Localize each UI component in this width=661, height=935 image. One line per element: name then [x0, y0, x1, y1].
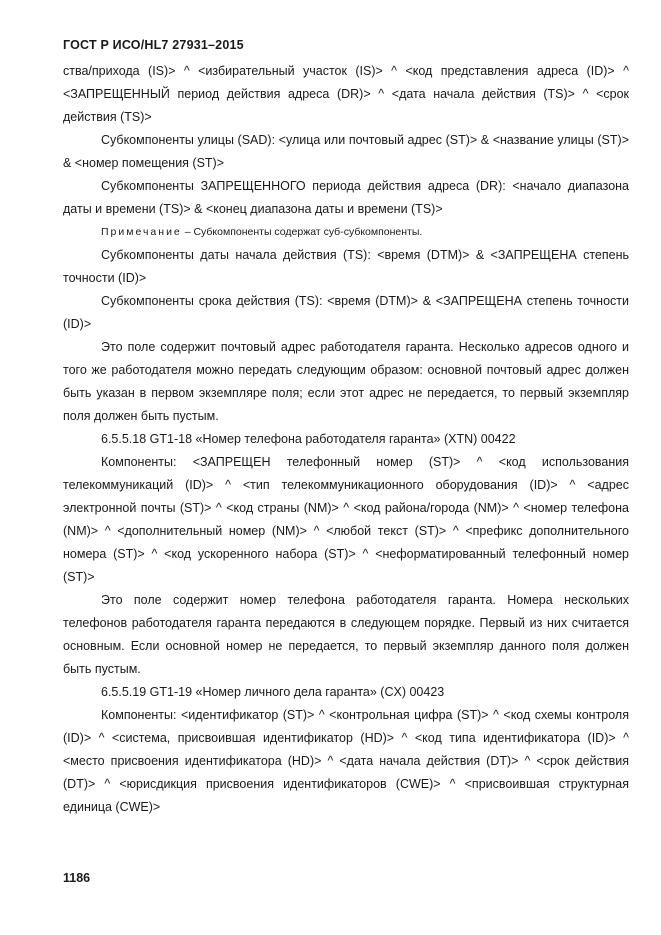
document-header: ГОСТ Р ИСО/HL7 27931–2015 [63, 38, 244, 52]
paragraph-street-subcomponents: Субкомпоненты улицы (SAD): <улица или почтовый адрес (ST)> & <название улицы (ST)> & <номер помещения (ST)> [63, 133, 629, 170]
paragraph-address-description: Это поле содержит почтовый адрес работодателя гаранта. Несколько адресов одного и того же работодателя можно передать следующим образом: основной почтовый адрес должен быть указан в первом экземпляре поля; если этот адрес не передается, то первый экземпляр поля должен быть пустым. [63, 340, 629, 423]
paragraph-period-subcomponents: Субкомпоненты ЗАПРЕЩЕННОГО периода действия адреса (DR): <начало диапазона даты и времени (TS)> & <конец диапазона даты и времени (TS)> [63, 179, 629, 216]
paragraph-phone-description: Это поле содержит номер телефона работодателя гаранта. Номера нескольких телефонов работодателя гаранта передаются в следующем порядке. Первый из них считается основным. Если основной номер не передается, то первый экземпляр данного поля должен быть пустым. [63, 593, 629, 676]
page-number: 1186 [63, 871, 91, 885]
page-content [63, 60, 629, 819]
paragraph-expiry-subcomponents: Субкомпоненты срока действия (TS): <время (DTM)> & <ЗАПРЕЩЕНА степень точности (ID)> [63, 294, 629, 331]
note-text: – Субкомпоненты содержат суб-субкомпоненты. [181, 226, 423, 238]
section-heading-gt1-19: 6.5.5.19 GT1-19 «Номер личного дела гаранта» (CX) 00423 [101, 685, 445, 699]
paragraph-phone-components: Компоненты: <ЗАПРЕЩЕН телефонный номер (ST)> ^ <код использования телекоммуникаций (ID)> ^ <тип телекоммуникационного оборудования (ID)> ^ <адрес электронной почты (ST)> ^ <код страны (NM)> ^ <код района/города (NM)> ^ <номер телефона (NM)> ^ <дополнительный номер (NM)> ^ <любой текст (ST)> ^ <префикс дополнительного номера (ST)> ^ <код ускоренного набора (ST)> ^ <неформатированный телефонный номер (ST)> [63, 455, 629, 584]
paragraph-continuation: ства/прихода (IS)> ^ <избирательный участок (IS)> ^ <код представления адреса (ID)> ^ <ЗАПРЕЩЕННЫЙ период действия адреса (DR)> ^ <дата начала действия (TS)> ^ <срок действия (TS)> [63, 64, 629, 124]
note-label: Примечание [101, 226, 182, 238]
paragraph-id-components: Компоненты: <идентификатор (ST)> ^ <контрольная цифра (ST)> ^ <код схемы контроля (ID)> ^ <система, присвоившая идентификатор (HD)> ^ <код типа идентификатора (ID)> ^ <место присвоения идентификатора (HD)> ^ <дата начала действия (DT)> ^ <срок действия (DT)> ^ <юрисдикция присвоения идентификаторов (CWE)> ^ <присвоившая структурная единица (CWE)> [63, 708, 629, 814]
note-paragraph [63, 221, 629, 244]
section-heading-gt1-18: 6.5.5.18 GT1-18 «Номер телефона работодателя гаранта» (XTN) 00422 [101, 432, 516, 446]
paragraph-start-date-subcomponents: Субкомпоненты даты начала действия (TS): <время (DTM)> & <ЗАПРЕЩЕНА степень точности (ID)> [63, 248, 629, 285]
